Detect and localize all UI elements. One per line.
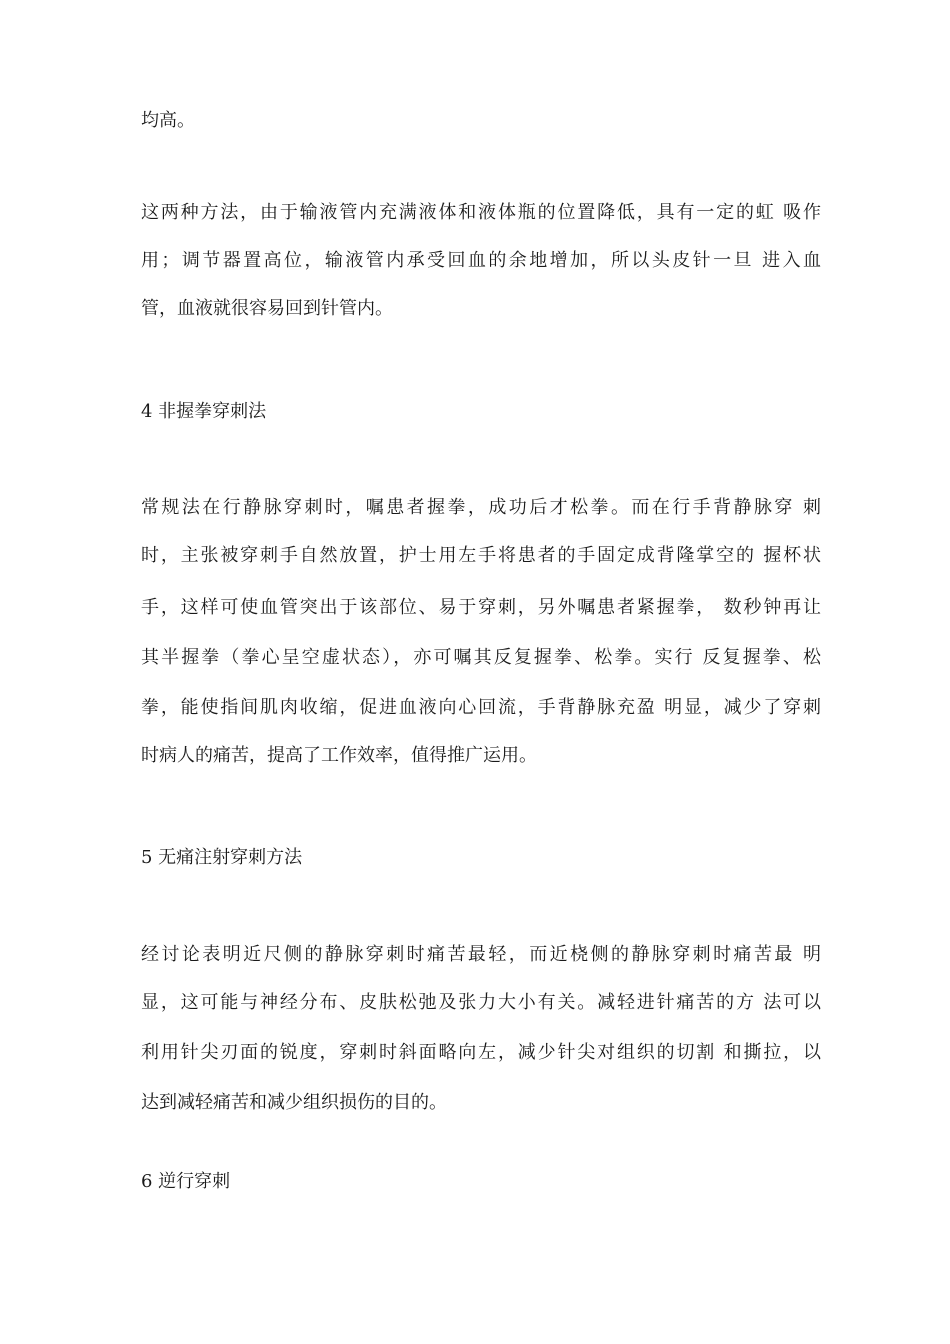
section-heading: 6 逆行穿刺 [141,1171,231,1192]
section-heading: 4 非握拳穿刺法 [141,401,267,422]
section-heading: 5 无痛注射穿刺方法 [141,847,303,868]
paragraph-line: 均高。 [141,110,195,131]
paragraph-line: 经讨论表明近尺侧的静脉穿刺时痛苦最轻，而近桡侧的静脉穿刺时痛苦最 明 [141,944,821,965]
paragraph-line: 管，血液就很容易回到针管内。 [141,298,393,319]
paragraph-line: 用；调节器置高位，输液管内承受回血的余地增加，所以头皮针一旦 进入血 [141,250,821,271]
paragraph-line: 时，主张被穿刺手自然放置，护士用左手将患者的手固定成背隆掌空的 握杯状 [141,545,821,566]
paragraph-line: 常规法在行静脉穿刺时，嘱患者握拳，成功后才松拳。而在行手背静脉穿 刺 [141,497,821,518]
paragraph-line: 达到减轻痛苦和减少组织损伤的目的。 [141,1092,447,1113]
paragraph-line: 手，这样可使血管突出于该部位、易于穿刺，另外嘱患者紧握拳， 数秒钟再让 [141,597,821,618]
paragraph-line: 这两种方法，由于输液管内充满液体和液体瓶的位置降低，具有一定的虹 吸作 [141,202,821,223]
paragraph-line: 利用针尖刃面的锐度，穿刺时斜面略向左，减少针尖对组织的切割 和撕拉，以 [141,1042,821,1063]
paragraph-line: 显，这可能与神经分布、皮肤松弛及张力大小有关。减轻进针痛苦的方 法可以 [141,992,821,1013]
paragraph-line: 其半握拳（拳心呈空虚状态），亦可嘱其反复握拳、松拳。实行 反复握拳、松 [141,647,821,668]
paragraph-line: 时病人的痛苦，提高了工作效率，值得推广运用。 [141,745,537,766]
paragraph-line: 拳，能使指间肌肉收缩，促进血液向心回流，手背静脉充盈 明显，减少了穿刺 [141,697,821,718]
